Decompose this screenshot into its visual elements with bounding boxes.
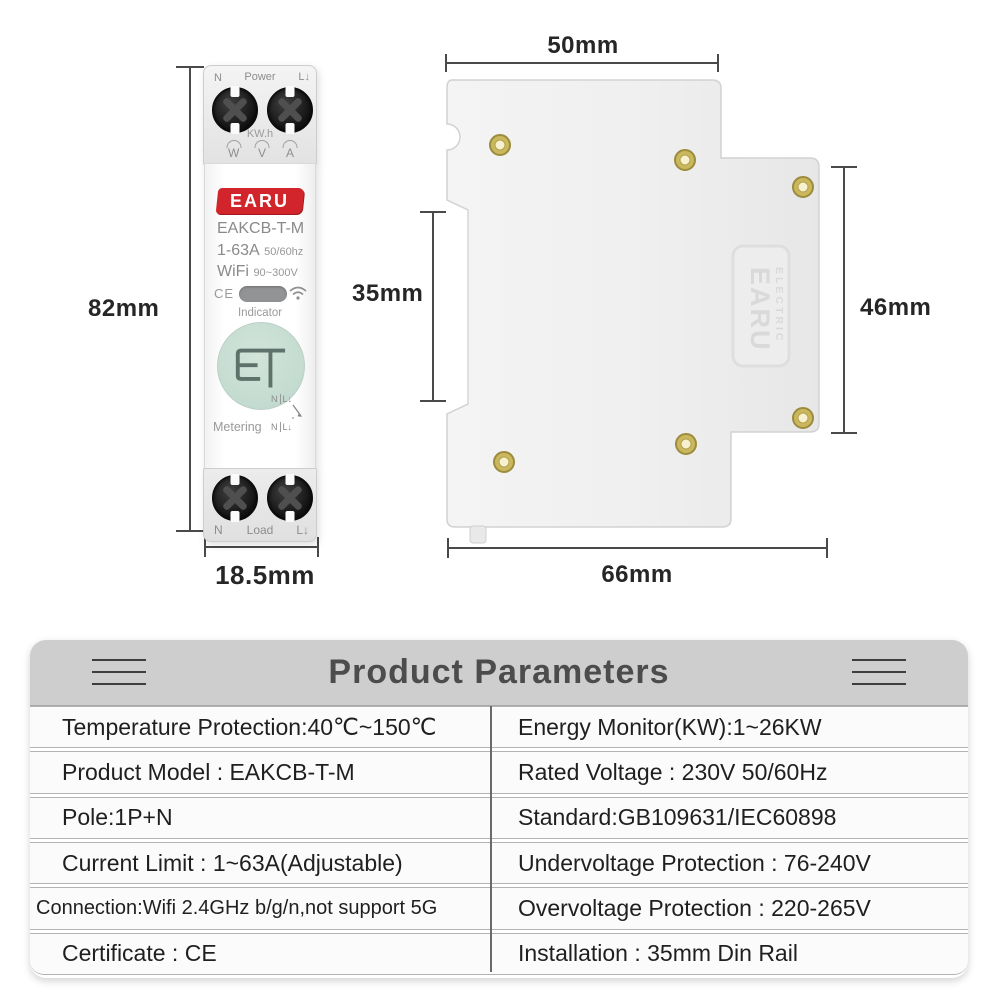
wifi-label: WiFi xyxy=(217,263,249,280)
dimension-cap xyxy=(317,537,319,557)
earu-logo xyxy=(216,188,305,214)
rivet xyxy=(676,434,696,454)
table-header xyxy=(30,640,968,706)
earu-logo-text: EARU xyxy=(230,190,290,211)
terminal-label-n: N xyxy=(214,523,223,537)
param-row xyxy=(30,797,968,839)
screw-terminal xyxy=(212,87,258,133)
terminal-label-n: N xyxy=(214,72,222,84)
dimension-line-50mm xyxy=(446,62,718,64)
emboss-brand: EARU xyxy=(745,267,775,352)
column-divider xyxy=(490,706,492,972)
param-row xyxy=(30,751,968,793)
param-row xyxy=(30,933,968,975)
dimension-line-18-5mm xyxy=(205,546,318,548)
circuit-symbol xyxy=(271,394,313,432)
terminal-label-l: L↓ xyxy=(296,523,309,537)
voltage-rating: 90~300V xyxy=(253,267,298,279)
dimension-line-66mm xyxy=(448,547,827,549)
dimension-line-35mm xyxy=(432,212,434,402)
ce-mark: CE xyxy=(214,286,235,301)
terminal-label-l: L↓ xyxy=(298,71,310,83)
dim-66mm-label: 66mm xyxy=(601,561,673,588)
menu-lines-icon xyxy=(852,659,906,685)
dimension-cap xyxy=(420,211,446,213)
dimension-cap xyxy=(176,66,204,68)
circuit-top-row xyxy=(271,394,313,404)
rivet xyxy=(675,150,695,170)
dim-18-5mm-label: 18.5mm xyxy=(215,560,315,590)
wire-slot xyxy=(286,474,295,485)
menu-lines-icon xyxy=(92,659,146,685)
circuit-divider xyxy=(280,394,281,404)
emboss-sub: ELECTRIC xyxy=(773,267,785,344)
breaker-front-view xyxy=(203,65,317,540)
kwh-label: KW.h xyxy=(246,128,274,140)
rivet xyxy=(793,408,813,428)
breaker-body xyxy=(204,163,316,470)
volt-meter-icon: V xyxy=(258,146,267,160)
terminal-label-power: Power xyxy=(244,71,276,83)
circuit-n: N xyxy=(271,422,278,432)
param-cell: Overvoltage Protection : 220-265V xyxy=(518,894,871,921)
screw-terminal xyxy=(267,87,313,133)
table-body xyxy=(30,706,968,975)
screw-terminal xyxy=(267,475,313,521)
dimension-cap xyxy=(447,538,449,558)
wire-slot xyxy=(231,511,240,522)
wifi-voltage-line xyxy=(217,263,327,281)
param-cell: Current Limit : 1~63A(Adjustable) xyxy=(62,849,403,876)
param-cell: Installation : 35mm Din Rail xyxy=(518,940,798,967)
rivet xyxy=(490,135,510,155)
circuit-bottom-row xyxy=(271,422,313,432)
rivet xyxy=(793,177,813,197)
param-row xyxy=(30,842,968,884)
dim-50mm-label: 50mm xyxy=(547,32,619,59)
param-cell: Undervoltage Protection : 76-240V xyxy=(518,849,871,876)
indicator-light xyxy=(239,286,287,302)
product-parameters-card xyxy=(30,640,968,978)
circuit-divider xyxy=(280,422,281,432)
dimension-cap xyxy=(420,400,446,402)
amp-meter-icon: A xyxy=(286,146,295,160)
frequency-rating: 50/60hz xyxy=(264,246,304,258)
dimension-line-82mm xyxy=(189,67,191,531)
param-cell: Energy Monitor(KW):1~26KW xyxy=(518,713,822,740)
param-cell: Product Model : EAKCB-T-M xyxy=(62,758,355,785)
param-cell: Rated Voltage : 230V 50/60Hz xyxy=(518,758,828,785)
dimension-cap xyxy=(717,54,719,72)
current-rating-line xyxy=(217,242,327,260)
param-row xyxy=(30,887,968,929)
param-cell: Temperature Protection:40℃~150℃ xyxy=(62,713,437,740)
param-cell: Standard:GB109631/IEC60898 xyxy=(518,804,837,831)
circuit-l: L↓ xyxy=(282,422,293,432)
dimension-cap xyxy=(826,538,828,558)
rivet xyxy=(494,452,514,472)
table-title: Product Parameters xyxy=(328,653,670,691)
model-label: EAKCB-T-M xyxy=(217,220,305,237)
screw-terminal xyxy=(212,475,258,521)
top-terminal-block xyxy=(203,65,317,165)
emboss-panel xyxy=(733,246,789,366)
dimension-line-46mm xyxy=(843,167,845,434)
wire-slot xyxy=(231,86,240,97)
dim-46mm-label: 46mm xyxy=(860,294,932,321)
dim-35mm-label: 35mm xyxy=(352,280,424,307)
dim-82mm-label: 82mm xyxy=(88,295,160,322)
dimension-cap xyxy=(445,54,447,72)
param-row xyxy=(30,706,968,748)
dimension-cap xyxy=(831,166,857,168)
din-clip-tab xyxy=(470,526,486,543)
wifi-icon xyxy=(288,285,308,301)
bottom-terminal-block xyxy=(203,468,317,542)
wire-slot xyxy=(231,474,240,485)
watt-meter-icon: W xyxy=(228,146,240,160)
metering-label: Metering xyxy=(213,420,262,434)
indicator-label: Indicator xyxy=(237,307,283,319)
circuit-l: L↓ xyxy=(282,394,293,404)
dimension-cap xyxy=(176,530,204,532)
switch-symbol-icon xyxy=(271,404,313,420)
current-rating: 1-63A xyxy=(217,242,260,259)
breaker-side-view xyxy=(420,50,850,560)
circuit-n: N xyxy=(271,394,278,404)
wire-slot xyxy=(286,511,295,522)
param-cell: Certificate : CE xyxy=(62,940,217,967)
param-cell: Connection:Wifi 2.4GHz b/g/n,not support 5G xyxy=(36,896,438,919)
param-cell: Pole:1P+N xyxy=(62,804,173,831)
terminal-label-load: Load xyxy=(246,523,274,537)
dimension-cap xyxy=(831,432,857,434)
wire-slot xyxy=(286,86,295,97)
